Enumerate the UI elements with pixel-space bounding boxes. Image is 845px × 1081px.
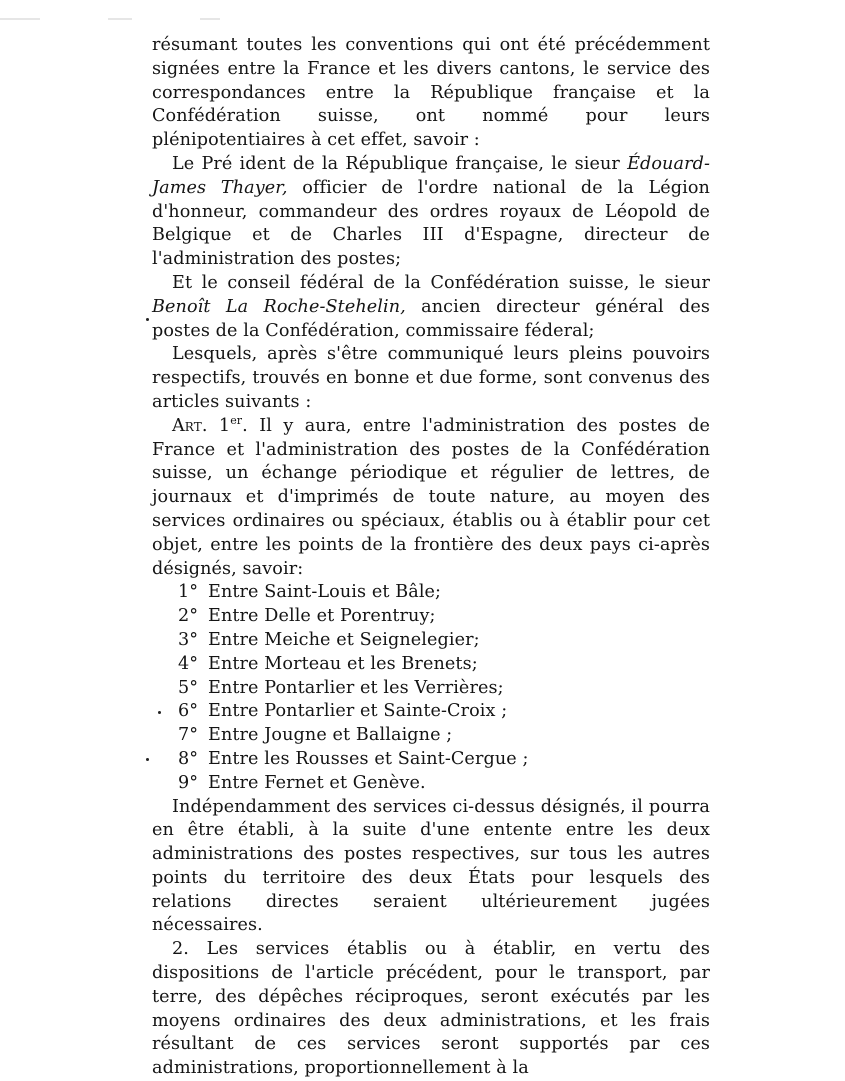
item-text: Entre Morteau et les Brenets; xyxy=(208,653,478,674)
item-text: Entre les Rousses et Saint-Cergue ; xyxy=(208,748,529,769)
article-1 xyxy=(152,415,710,582)
scan-edge-mark xyxy=(0,18,40,20)
plenipotentiary-name: Benoît La Roche-Stehelin, xyxy=(152,296,406,317)
item-number: 9° xyxy=(178,772,199,793)
paragraph-swiss-plenipotentiary xyxy=(152,272,710,343)
item-text: Entre Jougne et Ballaigne ; xyxy=(208,725,453,746)
item-number: 2° xyxy=(178,606,199,627)
paragraph-text: Et le conseil fédéral de la Confédération suisse, le sieur xyxy=(172,272,710,293)
item-number: 3° xyxy=(178,629,199,650)
ink-speck xyxy=(146,318,149,321)
item-text: Entre Pontarlier et les Verrières; xyxy=(208,677,504,698)
list-item xyxy=(152,748,710,772)
plenipotentiary-name: Édouard-James Thayer, xyxy=(152,153,710,198)
item-number: 8° xyxy=(178,748,199,769)
list-item xyxy=(152,629,710,653)
item-text: Entre Fernet et Genève. xyxy=(208,772,426,793)
border-points-list xyxy=(152,581,710,795)
scan-edge-mark xyxy=(200,18,220,20)
item-number: 5° xyxy=(178,677,199,698)
article-2: 2. Les services établis ou à établir, en vertu des dispositions de l'article précédent, pour le transport, par terre, des dépêches réciproques, seront exécutés par les moyens ordinaires des deux administrations, et les frais résultant de ces services seront supportés par ces administrations, proportionnellement à la xyxy=(152,939,710,1079)
article-text: . Il y aura, entre l'administration des postes de France et l'administration des postes de la Confédération suisse, un échange périodique et régulier de lettres, de journaux et d'imprimés de toute nature, au moyen des services ordinaires ou spéciaux, établis ou à établir pour cet objet, entre les points de la frontière des deux pays ci-après désignés, savoir: xyxy=(152,415,711,579)
list-item xyxy=(152,700,710,724)
item-number: 7° xyxy=(178,725,199,746)
document-body xyxy=(152,34,710,1081)
item-text: Entre Delle et Porentruy; xyxy=(208,606,436,627)
paragraph-text: officier de l'ordre national de la Légion d'honneur, commandeur des ordres royaux de Léopold de Belgique et de Charles III d'Espagne, directeur de l'administration des postes; xyxy=(152,177,710,270)
list-item xyxy=(152,677,710,701)
list-item xyxy=(152,605,710,629)
ink-speck xyxy=(146,758,149,761)
article-superscript: er xyxy=(230,413,243,427)
list-item xyxy=(152,653,710,677)
list-item xyxy=(152,724,710,748)
ink-speck xyxy=(158,711,161,714)
list-item xyxy=(152,772,710,796)
paragraph-text: Le Pré ident de la République française, le sieur xyxy=(172,153,628,174)
scan-edge-mark xyxy=(108,18,132,20)
paragraph-text: ancien directeur général des postes de la Confédération, commissaire féderal; xyxy=(152,296,711,341)
paragraph-french-plenipotentiary xyxy=(152,153,710,272)
item-number: 1° xyxy=(178,582,199,603)
list-item xyxy=(152,581,710,605)
article-label: Art. 1 xyxy=(172,415,231,436)
paragraph-intro: résumant toutes les conventions qui ont été précédemment signées entre la France et les divers cantons, le service des correspondances entre la République française et la Confédération suisse, ont nommé pour leurs plénipotentiaires à cet effet, savoir : xyxy=(152,35,710,151)
item-text: Entre Saint-Louis et Bâle; xyxy=(208,582,442,603)
item-text: Entre Meiche et Seignelegier; xyxy=(208,629,480,650)
paragraph-other-services: Indépendamment des services ci-dessus désignés, il pourra en être établi, à la suite d'une entente entre les deux administrations des postes respectives, sur tous les autres points du territoire des deux États pour lesquels des relations directes seraient ultérieurement jugées nécessaires. xyxy=(152,796,710,936)
paragraph-agreement: Lesquels, après s'être communiqué leurs pleins pouvoirs respectifs, trouvés en bonne et due forme, sont convenus des articles suivants : xyxy=(152,344,710,412)
item-text: Entre Pontarlier et Sainte-Croix ; xyxy=(208,701,508,722)
item-number: 4° xyxy=(178,653,199,674)
item-number: 6° xyxy=(178,701,199,722)
